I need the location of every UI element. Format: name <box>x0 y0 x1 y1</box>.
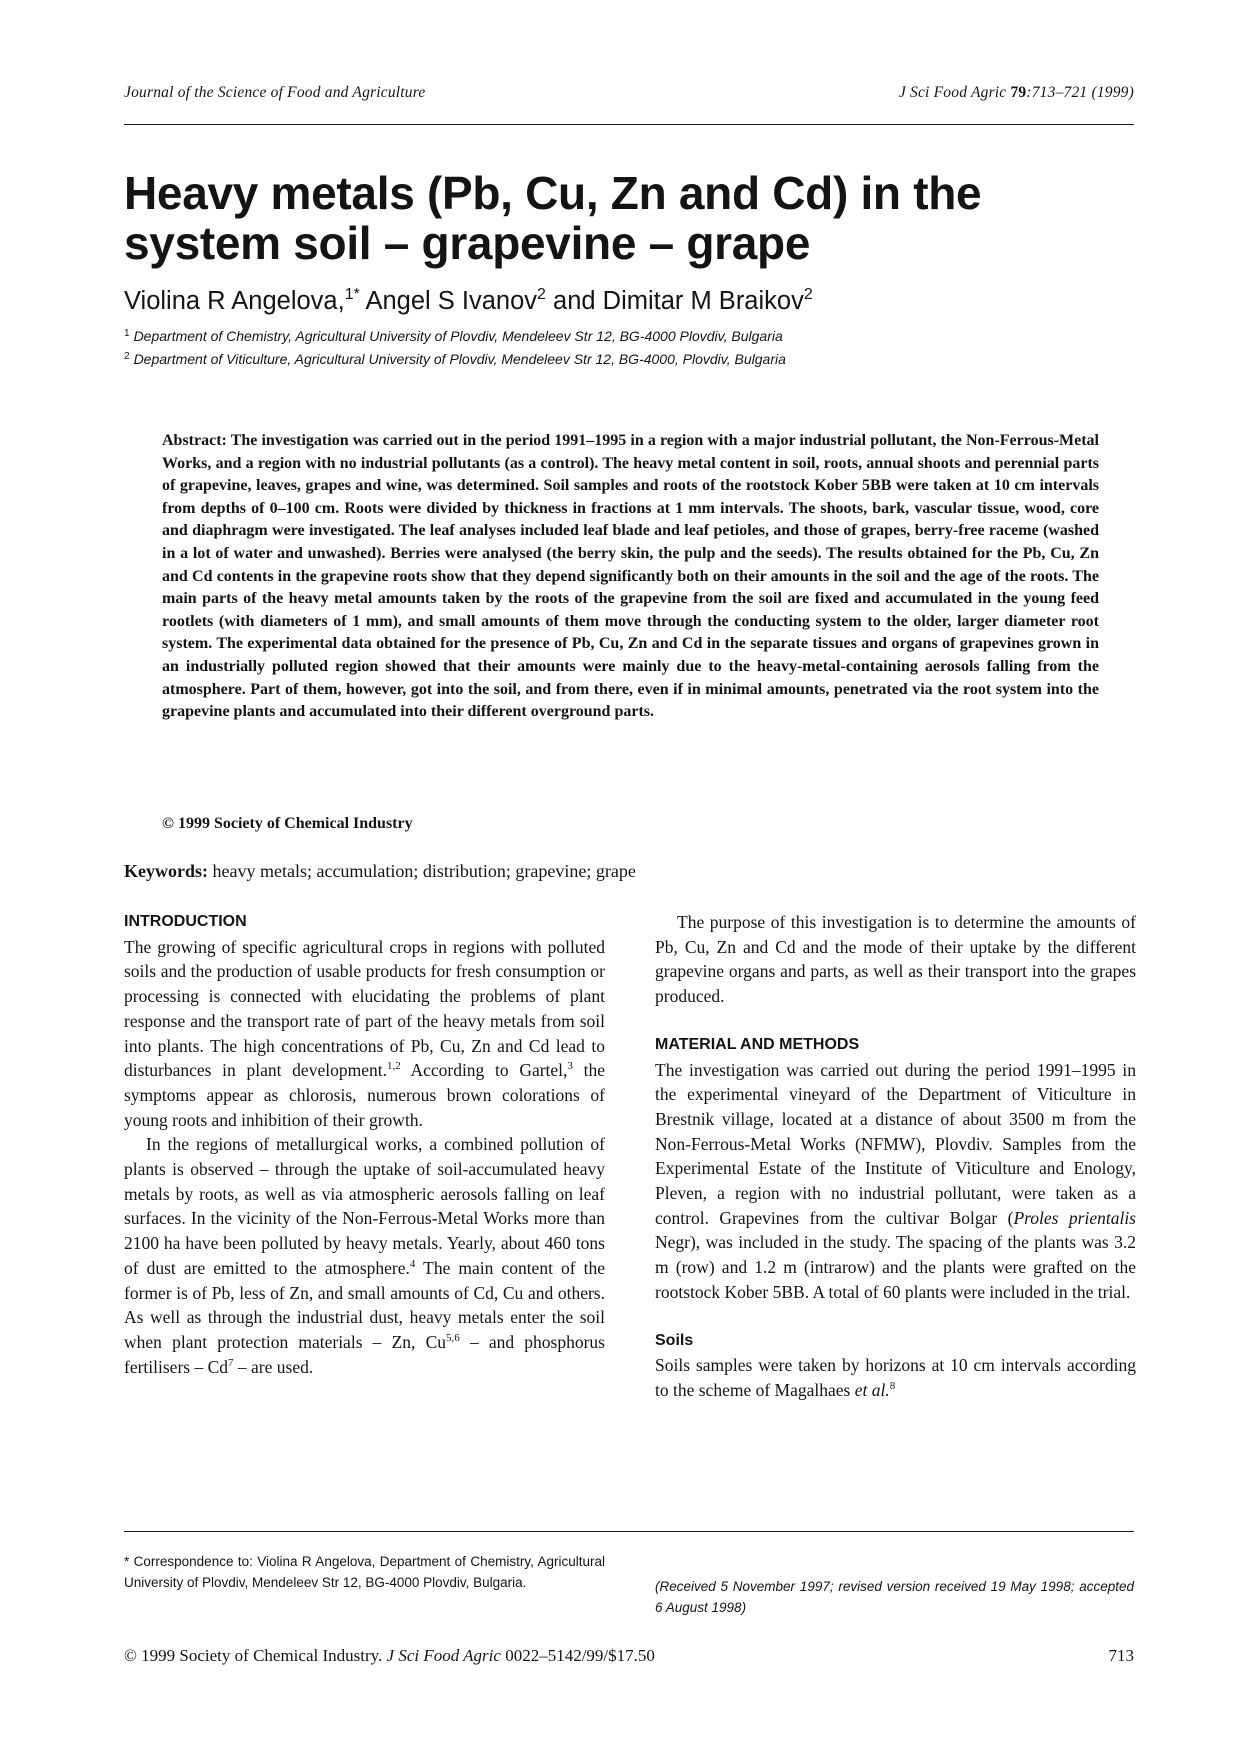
species-name: Proles prientalis <box>1013 1207 1136 1228</box>
section-heading-methods: MATERIAL AND METHODS <box>655 1035 860 1053</box>
article-title: Heavy metals (Pb, Cu, Zn and Cd) in the system soil – grapevine – grape <box>124 167 982 269</box>
citation-ref: 5,6 <box>446 1331 460 1344</box>
citation-ref: 3 <box>567 1060 573 1073</box>
paragraph <box>655 1353 1136 1402</box>
text-run: According to Gartel, <box>400 1060 568 1081</box>
paragraph: The purpose of this investigation is to determine the amounts of Pb, Cu, Zn and Cd and the mode of their uptake by the different grapevine organs and parts, as well as their transport into the grapes produced. <box>655 912 1136 1007</box>
citation-ref: 8 <box>889 1379 896 1392</box>
author-name: Violina R Angelova, <box>124 287 345 315</box>
text-run: Negr), was included in the study. The spacing of the plants was 3.2 m (row) and 1.2 m (intrarow) and the plants were grafted on the rootstock Kober 5BB. A total of 60 plants were included in the trial. <box>655 1232 1136 1302</box>
paragraph <box>124 935 605 1133</box>
affiliation-number: 2 <box>124 351 130 362</box>
affiliation-text: Department of Chemistry, Agricultural University of Plovdiv, Mendeleev Str 12, BG-4000 Plovdiv, Bulgaria <box>133 328 783 344</box>
page-footer <box>124 1646 1134 1666</box>
abstract-copyright: © 1999 Society of Chemical Industry <box>162 815 413 832</box>
citation-pages: :713–721 (1999) <box>1026 84 1134 101</box>
page-number: 713 <box>1108 1646 1134 1665</box>
paragraph <box>124 1132 605 1379</box>
citation-ref: 7 <box>228 1356 234 1369</box>
keywords-text: heavy metals; accumulation; distribution; grapevine; grape <box>208 861 636 881</box>
section-heading-introduction: INTRODUCTION <box>124 913 247 930</box>
text-run: the symptoms appear as chlorosis, numerous brown colorations of young roots and inhibition of their growth. <box>124 1060 606 1130</box>
affiliation-number: 1 <box>124 328 130 339</box>
citation-ref: 4 <box>409 1257 416 1270</box>
text-run: Soils samples were taken by horizons at 10 cm intervals according to the scheme of Magalhaes <box>655 1355 1136 1400</box>
footer-issn: 0022–5142/99/$17.50 <box>500 1646 655 1665</box>
affiliation-1 <box>124 328 1134 344</box>
correspondence-footnote: * Correspondence to: Violina R Angelova, Department of Chemistry, Agricultural University of Plovdiv, Mendeleev Str 12, BG-4000 Plovdiv, Bulgaria. <box>124 1554 605 1590</box>
text-run: The main content of the former is of Pb, less of Zn, and small amounts of Cd, Cu and others. As well as through the industrial dust, heavy metals enter the soil when plant protection materials – Zn, Cu <box>124 1257 605 1352</box>
left-column <box>124 910 605 1379</box>
author-name: and Dimitar M Braikov <box>545 287 804 315</box>
text-run-italic: et al. <box>854 1379 890 1400</box>
author-name: Angel S Ivanov <box>359 287 538 315</box>
journal-name: Journal of the Science of Food and Agriculture <box>124 84 426 101</box>
author-affiliation-marker: 1* <box>344 286 360 303</box>
text-run: – are used. <box>233 1356 314 1377</box>
citation-prefix: J Sci Food Agric <box>898 84 1007 101</box>
text-run: The investigation was carried out during the period 1991–1995 in the experimental vineyard of the Department of Viticulture in Brestnik village, located at a distance of about 3500 m from the Non-Ferrous-Metal Works (NFMW), Plovdiv. Samples from the Experimental Estate of the Institute of Viticulture and Enology, Pleven, a region with no industrial pollutant, were taken as a control. Grapevines from the cultivar Bolgar ( <box>655 1059 1136 1228</box>
volume-number: 79 <box>1010 84 1027 101</box>
text-run: In the regions of metallurgical works, a combined pollution of plants is observed – through the uptake of soil-accumulated heavy metals by roots, as well as via atmospheric aerosols falling on leaf surfaces. In the vicinity of the Non-Ferrous-Metal Works more than 2100 ha have been polluted by heavy metals. Yearly, about 460 tons of dust are emitted to the atmosphere. <box>124 1134 605 1278</box>
right-column <box>655 910 1136 1403</box>
header-rule <box>124 124 1134 125</box>
footer-rule <box>124 1531 1134 1532</box>
citation-ref: 1,2 <box>386 1060 401 1073</box>
keywords <box>124 861 1134 882</box>
text-run: The growing of specific agricultural crops in regions with polluted soils and the production of usable products for fresh consumption or processing is connected with elucidating the problems of plant response and the transport rate of part of the heavy metals from soil into plants. The high concentrations of Pb, Cu, Zn and Cd lead to disturbances in plant development. <box>124 936 605 1081</box>
keywords-label: Keywords: <box>124 861 208 881</box>
author-affiliation-marker: 2 <box>803 286 813 303</box>
author-list <box>124 286 1134 316</box>
received-dates: (Received 5 November 1997; revised version received 19 May 1998; accepted 6 August 1998) <box>655 1579 1134 1615</box>
running-head <box>124 84 1134 108</box>
footer-copyright: © 1999 Society of Chemical Industry. <box>124 1646 387 1665</box>
affiliation-2 <box>124 351 1134 367</box>
journal-citation <box>899 84 1134 102</box>
subsection-heading-soils: Soils <box>655 1331 694 1349</box>
abstract: Abstract: The investigation was carried out in the period 1991–1995 in a region with a major industrial pollutant, the Non-Ferrous-Metal Works, and a region with no industrial pollutants (as a control). The heavy metal content in soil, roots, annual shoots and perennial parts of grapevine, leaves, grapes and wine, was determined. Soil samples and roots of the rootstock Kober 5BB were taken at 10 cm intervals from depths of 0–100 cm. Roots were divided by thickness in fractions at 1 mm intervals. The shoots, bark, vascular tissue, wood, core and diaphragm were investigated. The leaf analyses included leaf blade and leaf petioles, and those of grapes, berry-free raceme (washed in a lot of water and unwashed). Berries were analysed (the berry skin, the pulp and the seeds). The results obtained for the Pb, Cu, Zn and Cd contents in the grapevine roots show that they depend significantly both on their amounts in the soil and the age of the roots. The main parts of the heavy metal amounts taken by the roots of the grapevine from the soil are fixed and accumulated in the young feed rootlets (with diameters of 1 mm), and small amounts of them move through the conducting system to the older, larger diameter root system. The experimental data obtained for the presence of Pb, Cu, Zn and Cd in the separate tissues and organs of grapevines grown in an industrially polluted region showed that their amounts were mainly due to the heavy-metal-containing aerosols falling from the atmosphere. Part of them, however, got into the soil, and from there, even if in minimal amounts, penetrated via the root system into the grapevine plants and accumulated into their different overground parts. <box>162 432 1099 721</box>
author-affiliation-marker: 2 <box>537 286 546 303</box>
paragraph <box>655 1058 1136 1305</box>
text-run: – and phosphorus fertilisers – Cd <box>124 1331 605 1377</box>
affiliation-text: Department of Viticulture, Agricultural University of Plovdiv, Mendeleev Str 12, BG-4000, Plovdiv, Bulgaria <box>133 351 786 367</box>
footer-journal: J Sci Food Agric <box>386 1646 501 1665</box>
